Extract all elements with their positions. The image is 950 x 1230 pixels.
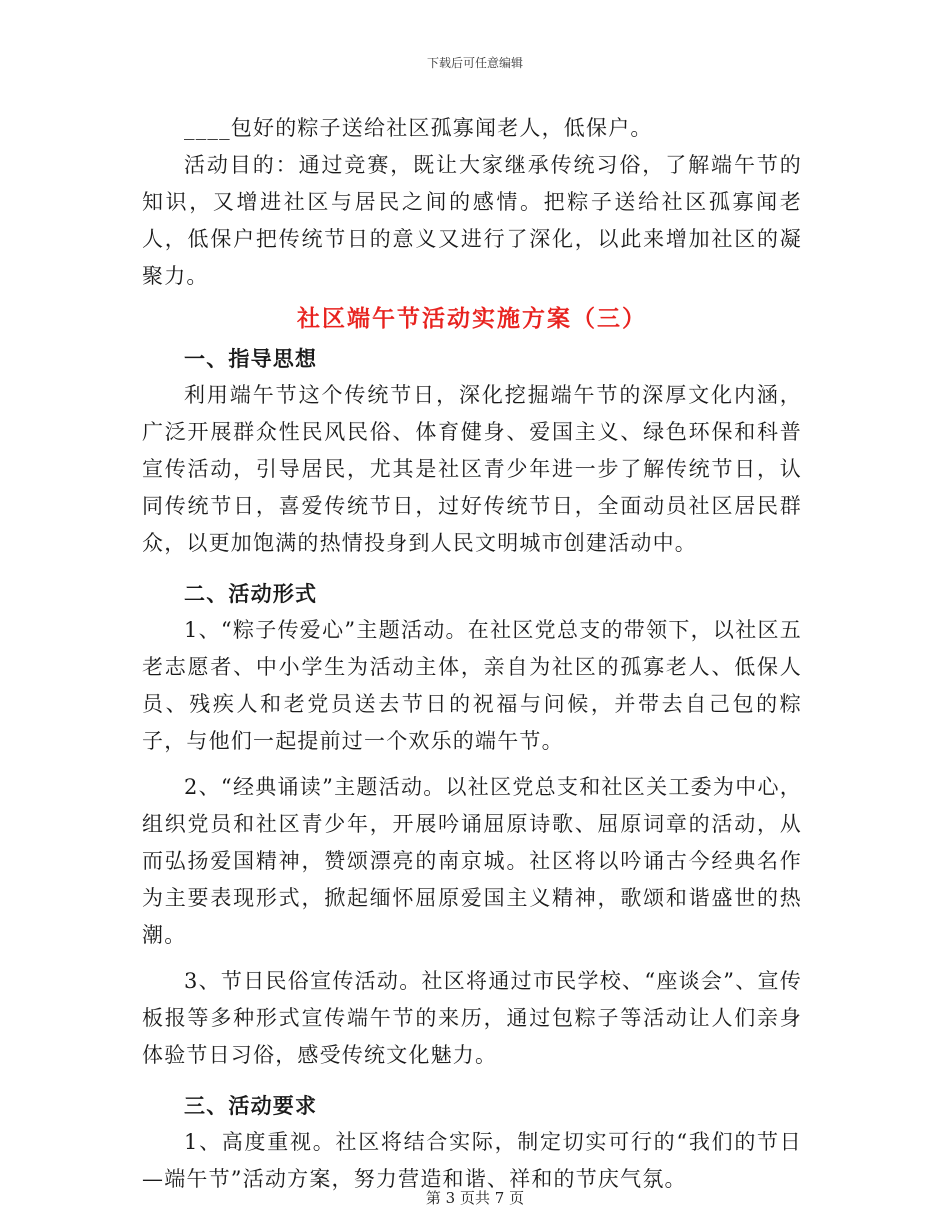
document-title: 社区端午节活动实施方案（三） (297, 305, 647, 332)
section-heading-guiding-ideology: 一、指导思想 (184, 346, 318, 371)
document-body (142, 110, 802, 1198)
section-heading-activity-requirements: 三、活动要求 (184, 1093, 318, 1118)
activity-form-item-3: 3、节日民俗宣传活动。社区将通过市民学校、“座谈会”、宣传板报等多种形式宣传端午节的来历，通过包粽子等活动让人们亲身体验节日习俗，感受传统文化魅力。 (142, 969, 802, 1067)
activity-form-item-2: 2、“经典诵读”主题活动。以社区党总支和社区关工委为中心，组织党员和社区青少年，开展吟诵屈原诗歌、屈原词章的活动，从而弘扬爱国精神，赞颂漂亮的南京城。社区将以吟诵古今经典名作为主要表现形式，掀起缅怀屈原爱国主义精神，歌颂和谐盛世的热潮。 (142, 775, 802, 947)
activity-form-item-1: 1、“粽子传爱心”主题活动。在社区党总支的带领下，以社区五老志愿者、中小学生为活动主体，亲自为社区的孤寡老人、低保人员、残疾人和老党员送去节日的祝福与问候，并带去自己包的粽子，与他们一起提前过一个欢乐的端午节。 (142, 618, 802, 753)
page-footer: 第 3 页共 7 页 (425, 1189, 525, 1207)
section-heading-activity-forms: 二、活动形式 (184, 581, 318, 606)
intro-line: ____包好的粽子送给社区孤寡闻老人，低保户。 (184, 116, 653, 140)
guiding-ideology-paragraph: 利用端午节这个传统节日，深化挖掘端午节的深厚文化内涵，广泛开展群众性民风民俗、体育健身、爱国主义、绿色环保和科普宣传活动，引导居民，尤其是社区青少年进一步了解传统节日，认同传统节日，喜爱传统节日，过好传统节日，全面动员社区居民群众，以更加饱满的热情投身到人民文明城市创建活动中。 (142, 383, 802, 555)
activity-requirement-item-1: 1、高度重视。社区将结合实际，制定切实可行的“我们的节日—端午节”活动方案，努力营造和谐、祥和的节庆气氛。 (142, 1130, 802, 1191)
page-header: 下载后可任意编辑 (426, 56, 523, 70)
intro-purpose-paragraph: 活动目的：通过竞赛，既让大家继承传统习俗，了解端午节的知识，又增进社区与居民之间的感情。把粽子送给社区孤寡闻老人，低保户把传统节日的意义又进行了深化，以此来增加社区的凝聚力。 (142, 153, 802, 288)
